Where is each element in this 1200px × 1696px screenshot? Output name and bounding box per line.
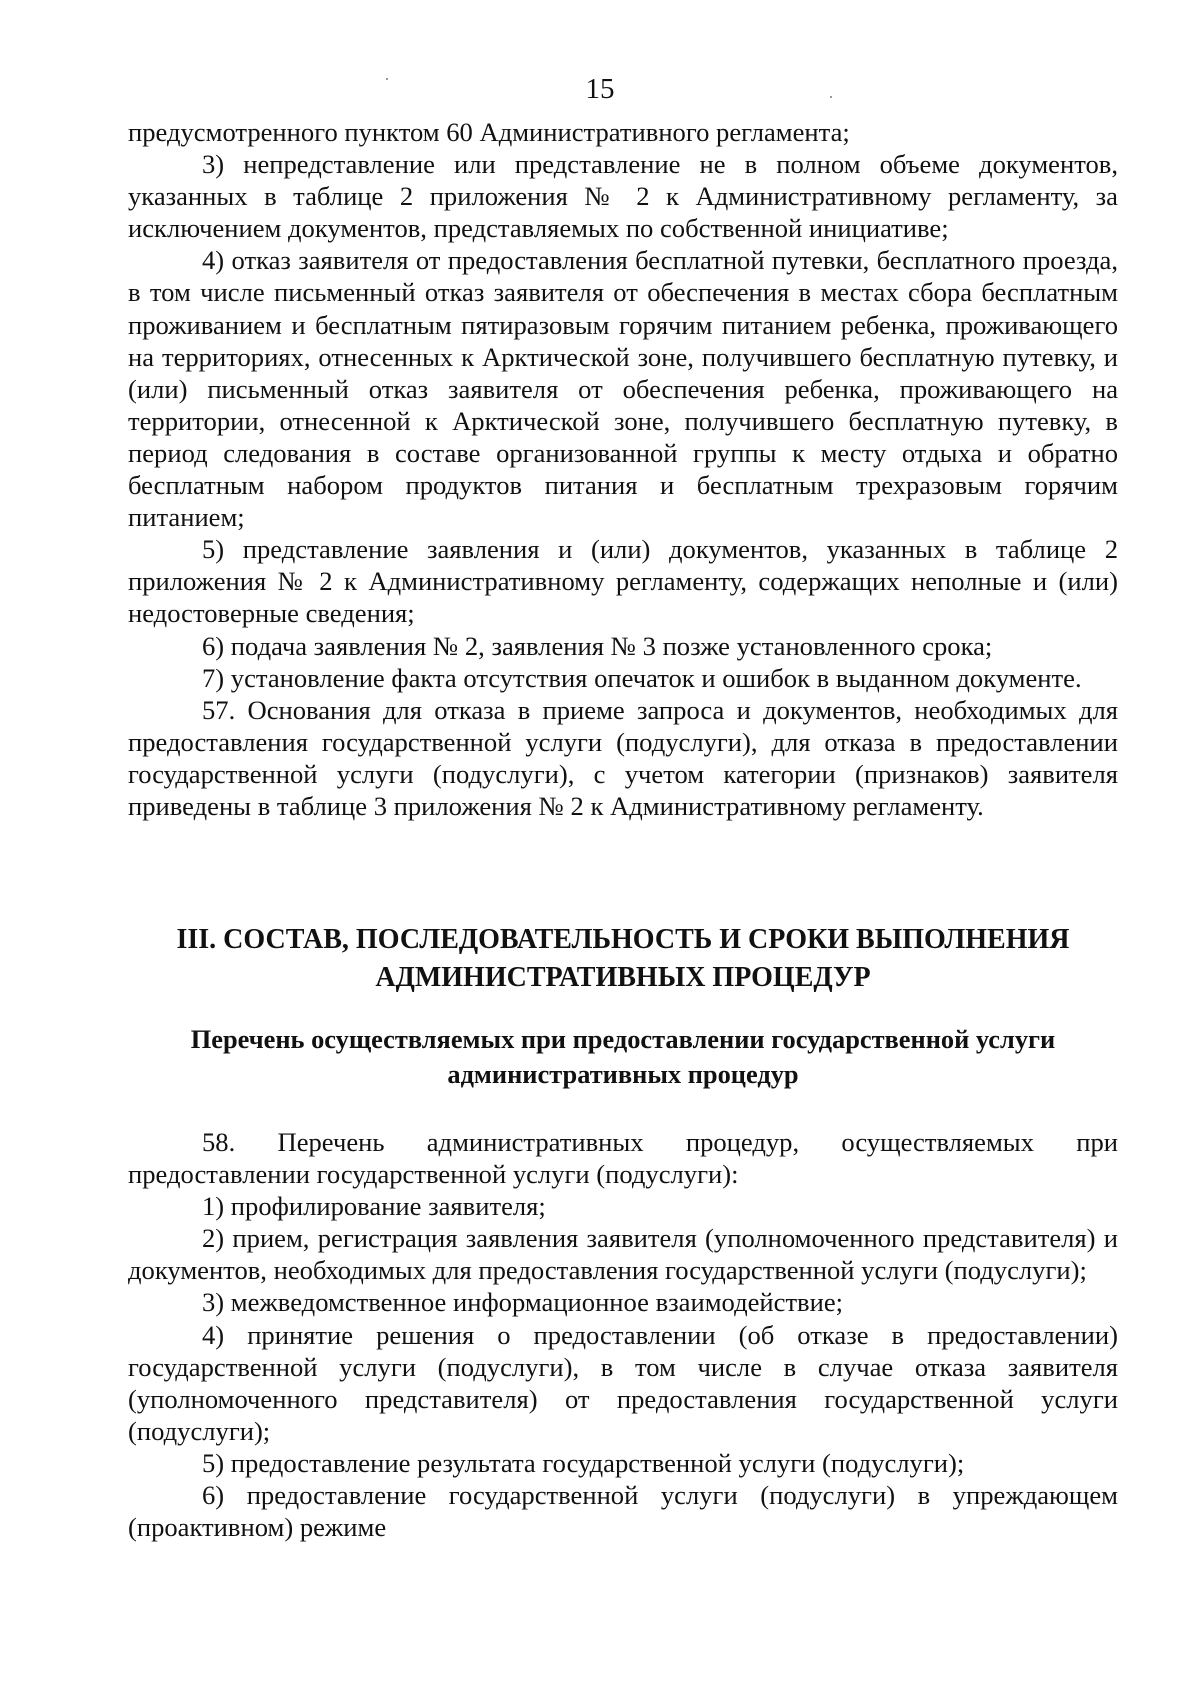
subsection-heading-line-2: административных процедур [447,1059,799,1089]
paragraph-continuation: предусмотренного пунктом 60 Административного регламента; [128,117,850,147]
paragraph-item-6: 6) подача заявления № 2, заявления № 3 позже установленного срока; [202,630,993,661]
procedure-item-1: 1) профилирование заявителя; [202,1191,546,1222]
top-text-block [128,116,1118,822]
paragraph-item-7: 7) установление факта отсутствия опечаток и ошибок в выданном документе. [202,662,1082,693]
section-heading-line-1: III. СОСТАВ, ПОСЛЕДОВАТЕЛЬНОСТЬ И СРОКИ ВЫПОЛНЕНИЯ [176,924,1070,955]
procedure-item-3: 3) межведомственное информационное взаимодействие; [202,1287,844,1318]
paragraph-item-3: 3) непредставление или представление не в полном объеме документов, указанных в таблице 2 приложения № 2 к Административному регламенту, за исключением документов, представляемых по собственной инициативе; [128,149,1118,244]
subsection-heading-line-1: Перечень осуществляемых при предоставлении государственной услуги [190,1024,1056,1054]
bottom-text-block [128,1126,1118,1543]
procedure-item-6: 6) предоставление государственной услуги (подуслуги) в упреждающем (проактивном) режиме [128,1480,1118,1543]
procedure-item-2: 2) прием, регистрация заявления заявителя (уполномоченного представителя) и документов, необходимых для предоставления государственной услуги (подуслуги); [128,1223,1118,1286]
paragraph-item-5: 5) представление заявления и (или) документов, указанных в таблице 2 приложения № 2 к Административному регламенту, содержащих неполные и (или) недостоверные сведения; [128,534,1118,629]
paragraph-item-4: 4) отказ заявителя от предоставления бесплатной путевки, бесплатного проезда, в том числе письменный отказ заявителя от обеспечения в местах сбора бесплатным проживанием и бесплатным пятиразовым горячим питанием ребенка, проживающего на территориях, отнесенных к Арктической зоне, получившего бесплатную путевку, и (или) письменный отказ заявителя от обеспечения ребенка, проживающего на территории, отнесенной к Арктической зоне, получившего бесплатную путевку, в период следования в составе организованной группы к месту отдыха и обратно бесплатным набором продуктов питания и бесплатным трехразовым горячим питанием; [128,245,1118,533]
page-number: 15 [585,73,615,105]
procedure-item-5: 5) предоставление результата государственной услуги (подуслуги); [202,1447,965,1478]
subsection-heading [128,1022,1118,1092]
section-heading-line-2: АДМИНИСТРАТИВНЫХ ПРОЦЕДУР [375,962,871,993]
paragraph-clause-57: 57. Основания для отказа в приеме запроса и документов, необходимых для предоставления государственной услуги (подуслуги), для отказа в предоставлении государственной услуги (подуслуги), с учетом категории (признаков) заявителя приведены в таблице 3 приложения № 2 к Административному регламенту. [128,694,1118,821]
scan-speck [386,78,388,80]
section-heading [128,921,1118,997]
paragraph-clause-58: 58. Перечень административных процедур, осуществляемых при предоставлении государственной услуги (подуслуги): [128,1127,1118,1190]
procedure-item-4: 4) принятие решения о предоставлении (об отказе в предоставлении) государственной услуги (подуслуги), в том числе в случае отказа заявителя (уполномоченного представителя) от предоставления государственной услуги (подуслуги); [128,1319,1118,1446]
scan-speck [830,96,832,98]
